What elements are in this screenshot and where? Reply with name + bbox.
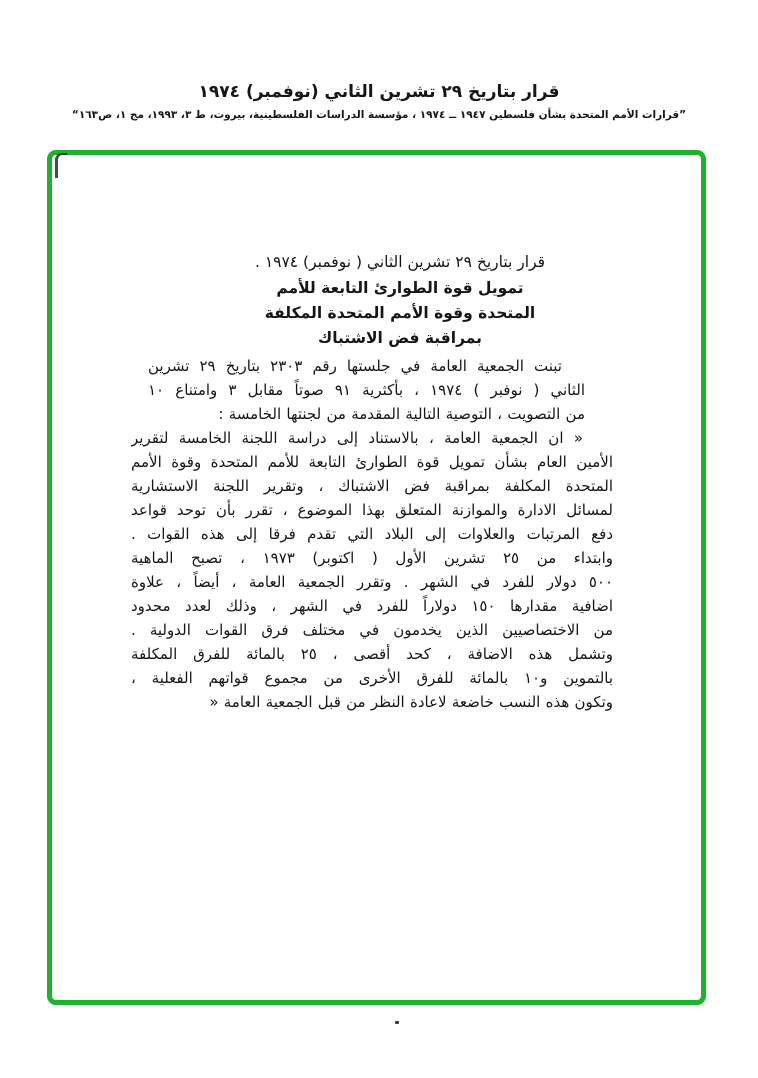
text-line: « ان الجمعية العامة ، بالاستناد إلى دراسة اللجنة الخامسة لتقرير	[131, 429, 583, 447]
text-line: المتحدة وقوة الأمم المتحدة المكلفة	[264, 304, 536, 322]
text-line: بالتموين و١٠ بالمائة للفرق الأخرى من مجموع قواتهم الفعلية ،	[131, 669, 613, 687]
text-line: لمسائل الادارة والموازنة المتعلق بهذا الموضوع ، تقرر بأن توحد قواعد	[131, 501, 613, 519]
source-citation: ”قرارات الأمم المتحدة بشأن فلسطين ١٩٤٧ ــ ١٩٧٤ ، مؤسسة الدراسات الفلسطينية، بيروت، ط ٣، ١٩٩٣، مج ١، ص١٦٣“	[71, 109, 687, 121]
text-line: الأمين العام بشأن تمويل قوة الطوارئ التابعة للأمم المتحدة وقوة الأمم	[131, 453, 613, 471]
scan-corner-artifact	[55, 153, 67, 178]
text-line: من التصويت ، التوصية التالية المقدمة من لجنتها الخامسة :	[218, 405, 585, 423]
text-line: من الاختصاصيين الذين يخدمون في مختلف فرق القوات الدولية .	[131, 621, 613, 639]
adoption-paragraph	[148, 354, 585, 426]
text-line: ٥٠٠ دولار للفرد في الشهر . وتقرر الجمعية العامة ، أيضاً ، علاوة	[131, 573, 613, 591]
text-line: اضافية مقدارها ١٥٠ دولاراً للفرد في الشهر ، وذلك لعدد محدود	[131, 597, 613, 615]
text-line: تبنت الجمعية العامة في جلستها رقم ٢٣٠٣ بتاريخ ٢٩ تشرين	[148, 357, 562, 375]
resolution-body-paragraph	[131, 426, 613, 714]
text-line: وتشمل هذه الاضافة ، كحد أقصى ، ٢٥ بالمائة للفرق المكلفة	[131, 645, 613, 663]
resolution-subject-heading	[180, 276, 620, 351]
text-line: وتكون هذه النسب خاضعة لاعادة النظر من قبل الجمعية العامة «	[209, 693, 613, 711]
text-line: وابتداء من ٢٥ تشرين الأول ( اكتوبر) ١٩٧٣ ، تصبح الماهية	[131, 549, 613, 567]
text-line: الثاني ( نوفبر ) ١٩٧٤ ، بأكثرية ٩١ صوتاً مقابل ٣ وامتناع ١٠	[148, 381, 585, 399]
text-line: بمراقبة فض الاشتباك	[318, 329, 482, 347]
page-title: قرار بتاريخ ٢٩ تشرين الثاني (نوفمبر) ١٩٧٤	[198, 82, 560, 102]
text-line: دفع المرتبات والعلاوات إلى البلاد التي تقدم فرقا إلى هذه القوات .	[131, 525, 613, 543]
text-line: تمويل قوة الطوارئ التابعة للأمم	[276, 279, 524, 297]
page-footer-dot	[395, 1021, 399, 1024]
text-line: المتحدة المكلفة بمراقبة فض الاشتباك ، وتقرير اللجنة الاستشارية	[131, 477, 613, 495]
resolution-date-line: قرار بتاريخ ٢٩ تشرين الثاني ( نوفمبر) ١٩٧٤ .	[254, 253, 546, 271]
